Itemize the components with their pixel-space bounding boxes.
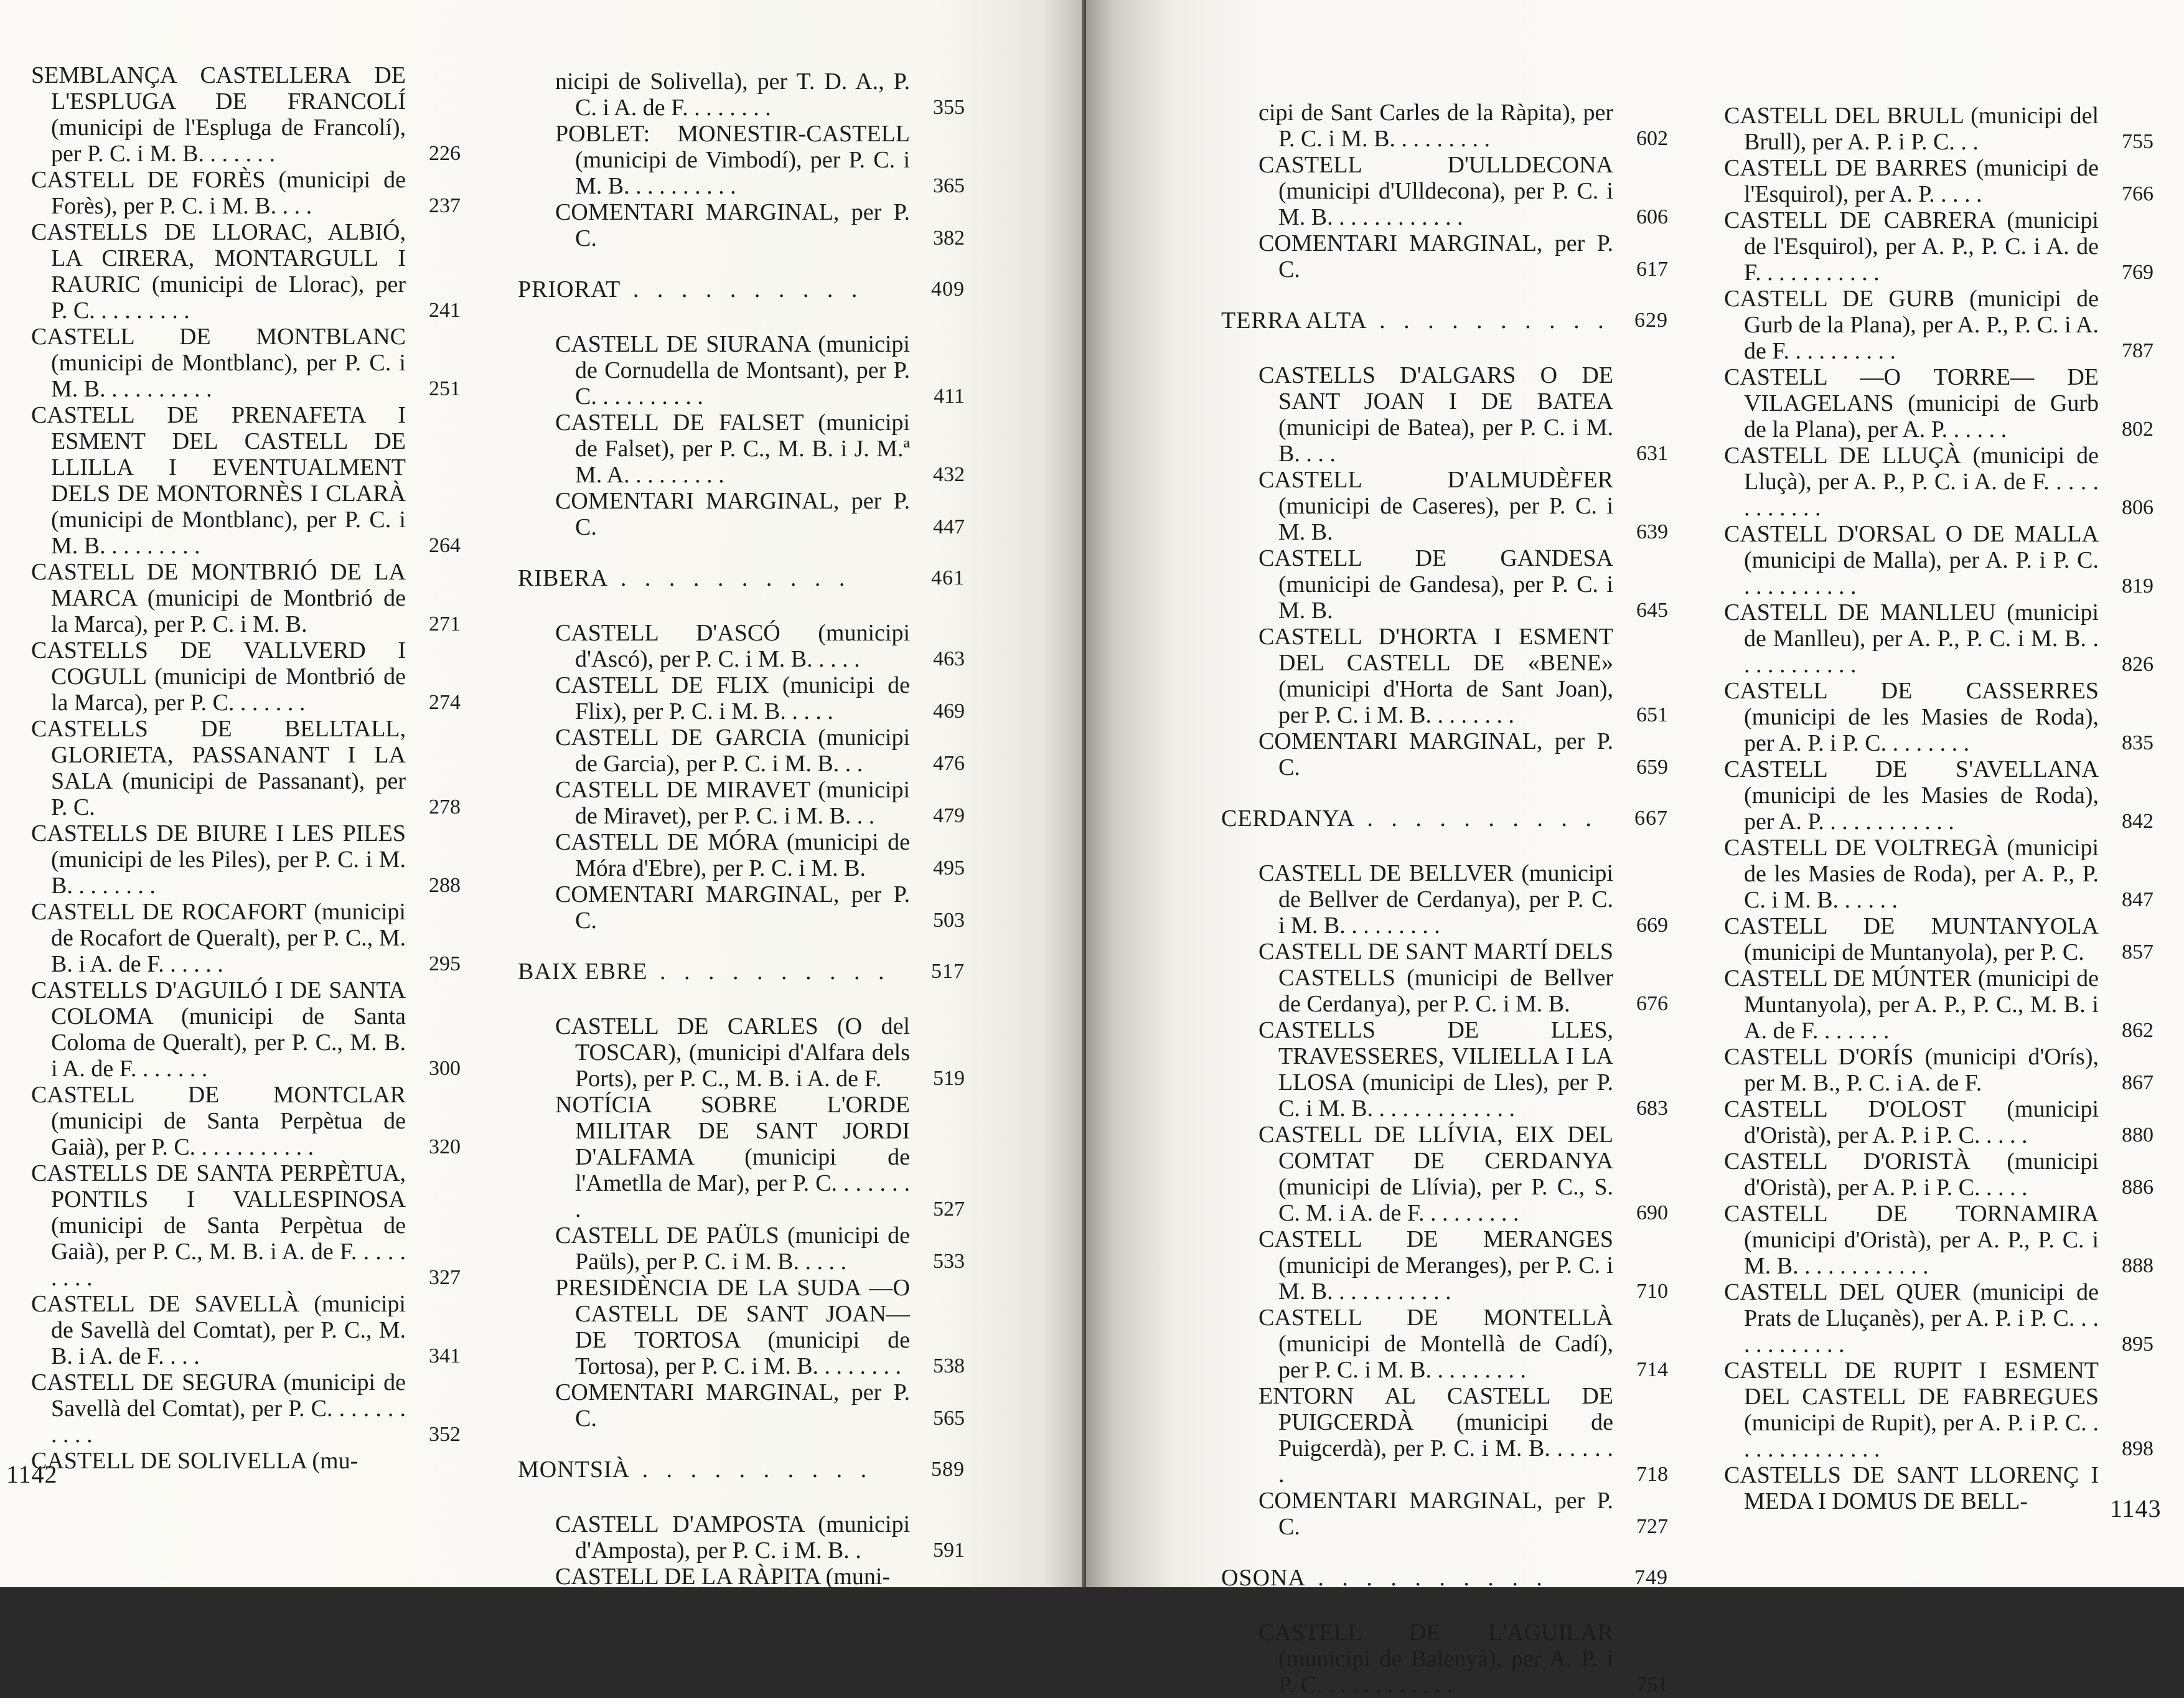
section-heading <box>518 565 965 591</box>
entry-page-number: 602 <box>1636 127 1668 150</box>
entry-title: CASTELL DE TORNAMIRA (municipi d'Oristà), per A. P., P. C. i M. B. . . . . . . . . . . . <box>1724 1201 2099 1279</box>
entry-title: COMENTARI MARGINAL, per P. C. <box>1258 1488 1613 1540</box>
toc-entry <box>31 1369 461 1448</box>
toc-entry <box>1258 624 1668 728</box>
entry-title: CASTELL DE SIURANA (municipi de Cornudella de Montsant), per P. C. . . . . . . . . . <box>555 331 910 410</box>
toc-entry <box>31 1448 461 1474</box>
toc-entry <box>555 672 965 725</box>
entry-title: CASTELL DE SEGURA (municipi de Savellà del Comtat), per P. C. . . . . . . . . . . <box>31 1369 406 1448</box>
entry-page-number: 888 <box>2122 1254 2154 1277</box>
toc-entry <box>1724 286 2154 364</box>
toc-entry <box>1724 364 2154 443</box>
right-column-2 <box>1724 103 2154 1514</box>
section-heading <box>1221 307 1668 334</box>
entry-page-number: 606 <box>1636 205 1668 228</box>
toc-entry <box>1724 1462 2154 1514</box>
toc-entry <box>555 121 965 199</box>
entry-page-number: 288 <box>429 874 461 897</box>
entry-title: CASTELL DE BARRES (municipi de l'Esquirol), per A. P. . . . . <box>1724 155 2099 207</box>
entry-page-number: 538 <box>933 1354 965 1377</box>
entry-page-number: 527 <box>933 1198 965 1221</box>
entry-title: CASTELL DE L'AGUILAR (municipi de Balenyà), per A. P. i P. C. . . . . . . . . . . . <box>1258 1620 1613 1698</box>
section-entries <box>1258 362 1668 781</box>
entry-page-number: 241 <box>429 299 461 322</box>
entry-title: CASTELL DE CASSERRES (municipi de les Masies de Roda), per A. P. i P. C. . . . . . . . <box>1724 678 2099 756</box>
toc-entry <box>31 1082 461 1160</box>
entry-page-number: 411 <box>934 385 965 408</box>
section-page-number: 461 <box>931 566 965 589</box>
entry-title: CASTELL DE BELLVER (municipi de Bellver de Cerdanya), per P. C. i M. B. . . . . . . . . <box>1258 860 1613 939</box>
entry-title: CASTELL DEL QUER (municipi de Prats de Lluçanès), per A. P. i P. C. . . . . . . . . . . . <box>1724 1279 2099 1358</box>
toc-entry <box>1724 1201 2154 1279</box>
toc-entry <box>1258 728 1668 781</box>
entry-page-number: 432 <box>933 463 965 486</box>
entry-page-number: 519 <box>933 1067 965 1090</box>
page-number-left: 1142 <box>6 1460 58 1488</box>
toc-entry <box>31 637 461 716</box>
entry-title: CASTELL DE MIRAVET (municipi de Miravet), per P. C. i M. B. . . <box>555 777 910 829</box>
toc-entry <box>1258 1122 1668 1226</box>
entry-title: CASTELL DE CABRERA (municipi de l'Esquirol), per A. P., P. C. i A. de F. . . . . . . . . . . <box>1724 207 2099 286</box>
entry-title: COMENTARI MARGINAL, per P. C. <box>555 199 910 251</box>
section-entries <box>1258 1620 1668 1698</box>
entry-page-number: 862 <box>2122 1019 2154 1042</box>
entry-title: COMENTARI MARGINAL, per P. C. <box>1258 230 1613 283</box>
entry-title: CASTELL DE SAVELLÀ (municipi de Savellà del Comtat), per P. C., M. B. i A. de F. . . . <box>31 1291 406 1369</box>
section-title: CERDANYA <box>1221 805 1355 832</box>
entry-page-number: 251 <box>429 377 461 400</box>
toc-entry <box>555 1013 965 1092</box>
entry-page-number: 295 <box>429 952 461 975</box>
entry-page-number: 226 <box>429 142 461 165</box>
entry-title: NOTÍCIA SOBRE L'ORDE MILITAR DE SANT JORDI D'ALFAMA (municipi de l'Ametlla de Mar), per P. C. . . . . . . . <box>555 1092 910 1222</box>
entry-page-number: 503 <box>933 909 965 932</box>
toc-entry <box>1724 1044 2154 1096</box>
left-column-1 <box>31 62 461 1474</box>
toc-entry <box>555 777 965 829</box>
entry-title: CASTELL DE MÚNTER (municipi de Muntanyola), per A. P., P. C., M. B. i A. de F. . . . . . . <box>1724 965 2099 1044</box>
entry-title: CASTELL DE SANT MARTÍ DELS CASTELLS (municipi de Bellver de Cerdanya), per P. C. i M. B. <box>1258 939 1613 1017</box>
entry-title: CASTELL DE LLÍVIA, EIX DEL COMTAT DE CERDANYA (municipi de Llívia), per P. C., S. C. M. i A. de F. . . . . . . . . <box>1258 1122 1613 1226</box>
entry-title: CASTELL DE GARCIA (municipi de Garcia), per P. C. i M. B. . . <box>555 725 910 777</box>
right-page <box>1086 0 2184 1698</box>
toc-entry <box>1258 230 1668 283</box>
entry-title: COMENTARI MARGINAL, per P. C. <box>555 488 910 540</box>
toc-entry <box>555 1511 965 1564</box>
section-page-number: 517 <box>931 960 965 983</box>
leader-dots: . . . . . . . . . . <box>1354 805 1598 832</box>
entry-page-number: 676 <box>1636 992 1668 1015</box>
entry-page-number: 867 <box>2122 1071 2154 1094</box>
leader-dots: . . . . . . . . . . <box>608 565 851 591</box>
entry-page-number: 847 <box>2122 888 2154 911</box>
entry-page-number: 469 <box>933 700 965 723</box>
entry-page-number: 769 <box>2122 261 2154 284</box>
entry-title: POBLET: MONESTIR-CASTELL (municipi de Vimbodí), per P. C. i M. B. . . . . . . . . . <box>555 121 910 199</box>
continued-entries <box>555 68 965 251</box>
toc-entry <box>1724 103 2154 155</box>
entry-page-number: 895 <box>2122 1333 2154 1356</box>
entry-title: CASTELL DE MONTCLAR (municipi de Santa Perpètua de Gaià), per P. C. . . . . . . . . . . <box>31 1082 406 1160</box>
toc-entry <box>555 331 965 410</box>
toc-entry <box>555 199 965 251</box>
entry-page-number: 476 <box>933 752 965 775</box>
entry-page-number: 264 <box>429 534 461 557</box>
entry-page-number: 842 <box>2122 810 2154 833</box>
toc-entry <box>31 62 461 167</box>
entry-title: CASTELLS D'ALGARS O DE SANT JOAN I DE BATEA (municipi de Batea), per P. C. i M. B. . . . <box>1258 362 1613 467</box>
entry-page-number: 802 <box>2122 418 2154 441</box>
entry-title: CASTELL DE GURB (municipi de Gurb de la Plana), per A. P., P. C. i A. de F. . . . . . . . . . <box>1724 286 2099 364</box>
page-number-right: 1143 <box>2110 1494 2162 1522</box>
entry-page-number: 365 <box>933 174 965 197</box>
entry-title: CASTELL DE RUPIT I ESMENT DEL CASTELL DE FABREGUES (municipi de Rupit), per A. P. i P. C. . . . . . . . . . . . . . <box>1724 1358 2099 1462</box>
toc-entry <box>555 410 965 488</box>
entry-title: CASTELL D'ASCÓ (municipi d'Ascó), per P. C. i M. B. . . . . <box>555 620 910 672</box>
entry-title: CASTELL DE FALSET (municipi de Falset), per P. C., M. B. i J. M.ª M. A. . . . . . . . . <box>555 410 910 488</box>
leader-dots: . . . . . . . . . . <box>630 1456 873 1483</box>
entry-title: CASTELLS DE SANT LLORENÇ I MEDA I DOMUS DE BELL- <box>1724 1462 2099 1514</box>
entry-page-number: 718 <box>1636 1463 1668 1486</box>
entry-title: CASTELL DE MONTELLÀ (municipi de Montellà de Cadí), per P. C. i M. B. . . . . . . . . <box>1258 1305 1613 1383</box>
toc-entry <box>555 488 965 540</box>
entry-page-number: 271 <box>429 612 461 636</box>
toc-entry <box>1258 100 1668 152</box>
entry-title: CASTELLS DE BIURE I LES PILES (municipi de les Piles), per P. C. i M. B. . . . . . . . <box>31 820 406 899</box>
entry-page-number: 806 <box>2122 496 2154 519</box>
entry-page-number: 819 <box>2122 575 2154 598</box>
entry-title: CASTELL D'OLOST (municipi d'Oristà), per A. P. i P. C. . . . . <box>1724 1096 2099 1148</box>
entry-title: cipi de Sant Carles de la Ràpita), per P. C. i M. B. . . . . . . . . <box>1258 100 1613 152</box>
toc-entry <box>555 1379 965 1432</box>
entry-title: CASTELL DE MANLLEU (municipi de Manlleu), per A. P., P. C. i M. B. . . . . . . . . . . . <box>1724 599 2099 678</box>
entry-title: CASTELL DE ROCAFORT (municipi de Rocafort de Queralt), per P. C., M. B. i A. de F. . . . . . <box>31 899 406 977</box>
section-heading <box>518 1456 965 1483</box>
entry-page-number: 320 <box>429 1135 461 1158</box>
entry-title: ENTORN AL CASTELL DE PUIGCERDÀ (municipi de Puigcerdà), per P. C. i M. B. . . . . . . <box>1258 1383 1613 1488</box>
entry-page-number: 495 <box>933 856 965 879</box>
section-entries <box>555 331 965 540</box>
entry-title: CASTELL DE MUNTANYOLA (municipi de Muntanyola), per P. C. <box>1724 913 2099 965</box>
toc-entry <box>1724 443 2154 521</box>
toc-entry <box>555 881 965 934</box>
toc-entry <box>31 219 461 324</box>
toc-entry <box>31 899 461 977</box>
toc-entry <box>31 1160 461 1291</box>
toc-entry <box>31 1291 461 1369</box>
entry-title: CASTELL D'AMPOSTA (municipi d'Amposta), per P. C. i M. B. . <box>555 1511 910 1564</box>
section-heading <box>518 276 965 303</box>
toc-entry <box>555 725 965 777</box>
entry-title: CASTELL D'HORTA I ESMENT DEL CASTELL DE «BENE» (municipi d'Horta de Sant Joan), per P. C. i M. B. . . . . . . . <box>1258 624 1613 728</box>
entry-page-number: 651 <box>1636 703 1668 726</box>
entry-title: CASTELL DE LA RÀPITA (muni- <box>555 1564 891 1590</box>
section-title: TERRA ALTA <box>1221 307 1367 334</box>
toc-entry <box>555 620 965 672</box>
entry-title: CASTELL DE LLUÇÀ (municipi de Lluçà), per A. P., P. C. i A. de F. . . . . . . . . . . . <box>1724 443 2099 521</box>
toc-entry <box>1724 521 2154 599</box>
entry-title: COMENTARI MARGINAL, per P. C. <box>555 1379 910 1432</box>
leader-dots: . . . . . . . . . . <box>1367 307 1610 334</box>
section-heading <box>518 959 965 985</box>
leader-dots: . . . . . . . . . . <box>647 959 891 985</box>
entry-page-number: 886 <box>2122 1176 2154 1199</box>
toc-entry <box>1724 913 2154 965</box>
toc-entry <box>31 820 461 899</box>
entry-page-number: 382 <box>933 227 965 250</box>
entry-page-number: 274 <box>429 691 461 714</box>
toc-entry <box>1258 1226 1668 1305</box>
toc-entry <box>1258 545 1668 624</box>
toc-entry <box>31 716 461 820</box>
right-column-1 <box>1221 100 1668 1698</box>
section-page-number: 749 <box>1634 1566 1668 1589</box>
section-page-number: 589 <box>931 1458 965 1481</box>
entry-page-number: 714 <box>1636 1358 1668 1381</box>
toc-entry <box>1258 1488 1668 1540</box>
section-page-number: 667 <box>1634 807 1668 830</box>
toc-entry <box>1258 1305 1668 1383</box>
section-page-number: 629 <box>1634 309 1668 332</box>
toc-entry <box>1258 939 1668 1017</box>
entry-page-number: 835 <box>2122 731 2154 754</box>
toc-entry <box>31 977 461 1082</box>
section-heading <box>1221 805 1668 832</box>
entry-title: CASTELL DE CARLES (O del TOSCAR), (municipi d'Alfara dels Ports), per P. C., M. B. i A. de F. <box>555 1013 910 1092</box>
entry-title: CASTELL DE MERANGES (municipi de Meranges), per P. C. i M. B. . . . . . . . . . . <box>1258 1226 1613 1305</box>
section-entries <box>555 620 965 934</box>
entry-title: PRESIDÈNCIA DE LA SUDA —O CASTELL DE SANT JOAN— DE TORTOSA (municipi de Tortosa), per P. C. i M. B. . . . . . . . <box>555 1275 910 1379</box>
entry-title: CASTELLS DE VALLVERD I COGULL (municipi de Montbrió de la Marca), per P. C. . . . . . . <box>31 637 406 716</box>
entry-page-number: 727 <box>1636 1515 1668 1538</box>
toc-entry <box>555 68 965 121</box>
entry-title: CASTELL DE VOLTREGÀ (municipi de les Masies de Roda), per A. P., P. C. i M. B. . . . . . <box>1724 835 2099 913</box>
entry-page-number: 631 <box>1636 442 1668 465</box>
left-column-2 <box>518 68 965 1590</box>
toc-entry <box>1258 467 1668 545</box>
entry-page-number: 591 <box>933 1539 965 1562</box>
section-entries <box>555 1013 965 1432</box>
entry-title: CASTELL DE FORÈS (municipi de Forès), per P. C. i M. B. . . . <box>31 167 406 219</box>
entry-page-number: 826 <box>2122 653 2154 676</box>
toc-entry <box>31 402 461 559</box>
entry-page-number: 766 <box>2122 182 2154 205</box>
entry-title: CASTELLS DE BELLTALL, GLORIETA, PASSANANT I LA SALA (municipi de Passanant), per P. C. <box>31 716 406 820</box>
entry-title: CASTELL DE GANDESA (municipi de Gandesa), per P. C. i M. B. <box>1258 545 1613 624</box>
entry-page-number: 787 <box>2122 339 2154 362</box>
entry-title: CASTELLS DE LLES, TRAVESSERES, VILIELLA I LA LLOSA (municipi de Lles), per P. C. i M. B. . . . . . . . . . . . . <box>1258 1017 1613 1122</box>
section-title: RIBERA <box>518 565 609 591</box>
toc-entry <box>1724 1096 2154 1148</box>
entry-title: CASTELLS DE SANTA PERPÈTUA, PONTILS I VALLESPINOSA (municipi de Santa Perpètua de Gaià), per P. C., M. B. i A. de F. . . . . . . . . <box>31 1160 406 1291</box>
leader-dots: . . . . . . . . . . <box>621 276 864 303</box>
entry-title: CASTELLS DE LLORAC, ALBIÓ, LA CIRERA, MONTARGULL I RAURIC (municipi de Llorac), per P. C. . . . . . . . . <box>31 219 406 324</box>
entry-page-number: 463 <box>933 647 965 670</box>
toc-entry <box>1724 756 2154 835</box>
toc-entry <box>31 167 461 219</box>
entry-page-number: 710 <box>1636 1280 1668 1303</box>
entry-title: CASTELLS D'AGUILÓ I DE SANTA COLOMA (municipi de Santa Coloma de Queralt), per P. C., M. B. i A. de F. . . . . . . <box>31 977 406 1082</box>
entry-page-number: 617 <box>1636 258 1668 281</box>
section-title: BAIX EBRE <box>518 959 648 985</box>
entry-page-number: 565 <box>933 1407 965 1430</box>
entry-title: CASTELL DE FLIX (municipi de Flix), per P. C. i M. B. . . . . <box>555 672 910 725</box>
entry-page-number: 659 <box>1636 756 1668 779</box>
toc-entry <box>1724 155 2154 207</box>
toc-entry <box>1724 207 2154 286</box>
entry-page-number: 690 <box>1636 1201 1668 1224</box>
section-title: PRIORAT <box>518 276 621 303</box>
section-heading <box>1221 1565 1668 1591</box>
toc-entry <box>1258 152 1668 230</box>
toc-entry <box>1258 860 1668 939</box>
entry-page-number: 639 <box>1636 520 1668 543</box>
toc-entry <box>31 324 461 402</box>
entry-title: CASTELL DEL BRULL (municipi del Brull), per A. P. i P. C. . . <box>1724 103 2099 155</box>
entry-page-number: 479 <box>933 804 965 827</box>
entry-title: CASTELL DE S'AVELLANA (municipi de les Masies de Roda), per A. P. . . . . . . . . . . . <box>1724 756 2099 835</box>
toc-entry <box>555 1564 965 1590</box>
entry-title: CASTELL D'ORÍS (municipi d'Orís), per M. B., P. C. i A. de F. <box>1724 1044 2099 1096</box>
entry-title: CASTELL D'ORSAL O DE MALLA (municipi de Malla), per A. P. i P. C. . . . . . . . . . . <box>1724 521 2099 599</box>
toc-entry <box>555 829 965 881</box>
entry-title: CASTELL D'ULLDECONA (municipi d'Ulldecona), per P. C. i M. B. . . . . . . . . . . . <box>1258 152 1613 230</box>
toc-entry <box>1258 1383 1668 1488</box>
entry-page-number: 669 <box>1636 914 1668 937</box>
entry-page-number: 327 <box>429 1266 461 1289</box>
toc-entry <box>1724 1358 2154 1462</box>
entry-page-number: 352 <box>429 1423 461 1446</box>
entry-title: CASTELL DE MONTBLANC (municipi de Montblanc), per P. C. i M. B. . . . . . . . . . <box>31 324 406 402</box>
leader-dots: . . . . . . . . . . <box>1305 1565 1549 1591</box>
entry-title: CASTELL D'ALMUDÈFER (municipi de Caseres), per P. C. i M. B. <box>1258 467 1613 545</box>
toc-entry <box>1724 599 2154 678</box>
toc-entry <box>555 1275 965 1379</box>
entry-title: CASTELL DE MÓRA (municipi de Móra d'Ebre), per P. C. i M. B. <box>555 829 910 881</box>
entry-title: CASTELL DE PAÜLS (municipi de Paüls), per P. C. i M. B. . . . . <box>555 1222 910 1275</box>
entry-page-number: 237 <box>429 194 461 217</box>
section-page-number: 409 <box>931 278 965 301</box>
entry-page-number: 751 <box>1636 1673 1668 1696</box>
section-title: MONTSIÀ <box>518 1456 630 1483</box>
toc-entry <box>1258 1620 1668 1698</box>
section-title: OSONA <box>1221 1565 1306 1591</box>
entry-title: CASTELL DE SOLIVELLA (mu- <box>31 1448 359 1474</box>
entry-page-number: 755 <box>2122 130 2154 153</box>
entry-title: CASTELL —O TORRE— DE VILAGELANS (municipi de Gurb de la Plana), per A. P. . . . . . <box>1724 364 2099 443</box>
section-entries <box>1258 860 1668 1540</box>
entry-page-number: 880 <box>2122 1123 2154 1147</box>
toc-entry <box>1258 362 1668 467</box>
section-entries <box>555 1511 965 1590</box>
continued-entries <box>1258 100 1668 283</box>
entry-title: nicipi de Solivella), per T. D. A., P. C. i A. de F. . . . . . . . <box>555 68 910 121</box>
entry-page-number: 341 <box>429 1344 461 1367</box>
toc-entry <box>1724 965 2154 1044</box>
toc-entry <box>31 559 461 637</box>
entry-page-number: 898 <box>2122 1437 2154 1460</box>
toc-entry <box>1258 1017 1668 1122</box>
toc-entry <box>1724 835 2154 913</box>
toc-entry <box>555 1222 965 1275</box>
entry-title: CASTELL D'ORISTÀ (municipi d'Oristà), per A. P. i P. C. . . . . <box>1724 1148 2099 1201</box>
entry-page-number: 683 <box>1636 1097 1668 1120</box>
entry-title: CASTELL DE MONTBRIÓ DE LA MARCA (municipi de Montbrió de la Marca), per P. C. i M. B. <box>31 559 406 637</box>
entry-title: COMENTARI MARGINAL, per P. C. <box>1258 728 1613 781</box>
entry-page-number: 300 <box>429 1057 461 1080</box>
toc-entry <box>555 1092 965 1222</box>
entry-title: SEMBLANÇA CASTELLERA DE L'ESPLUGA DE FRANCOLÍ (municipi de l'Espluga de Francolí), per P. C. i M. B. . . . . . . <box>31 62 406 167</box>
entry-page-number: 278 <box>429 795 461 819</box>
entry-title: COMENTARI MARGINAL, per P. C. <box>555 881 910 934</box>
entry-page-number: 857 <box>2122 940 2154 964</box>
entry-title: CASTELL DE PRENAFETA I ESMENT DEL CASTELL DE LLILLA I EVENTUALMENT DELS DE MONTORNÈS I CLARÀ (municipi de Montblanc), per P. C. i M. B. . . . . . . . . <box>31 402 406 559</box>
entry-page-number: 645 <box>1636 599 1668 622</box>
toc-entry <box>1724 1279 2154 1358</box>
entry-page-number: 355 <box>933 96 965 119</box>
entry-page-number: 447 <box>933 515 965 538</box>
left-page <box>0 0 1086 1590</box>
entry-page-number: 533 <box>933 1250 965 1273</box>
toc-entry <box>1724 1148 2154 1201</box>
toc-entry <box>1724 678 2154 756</box>
